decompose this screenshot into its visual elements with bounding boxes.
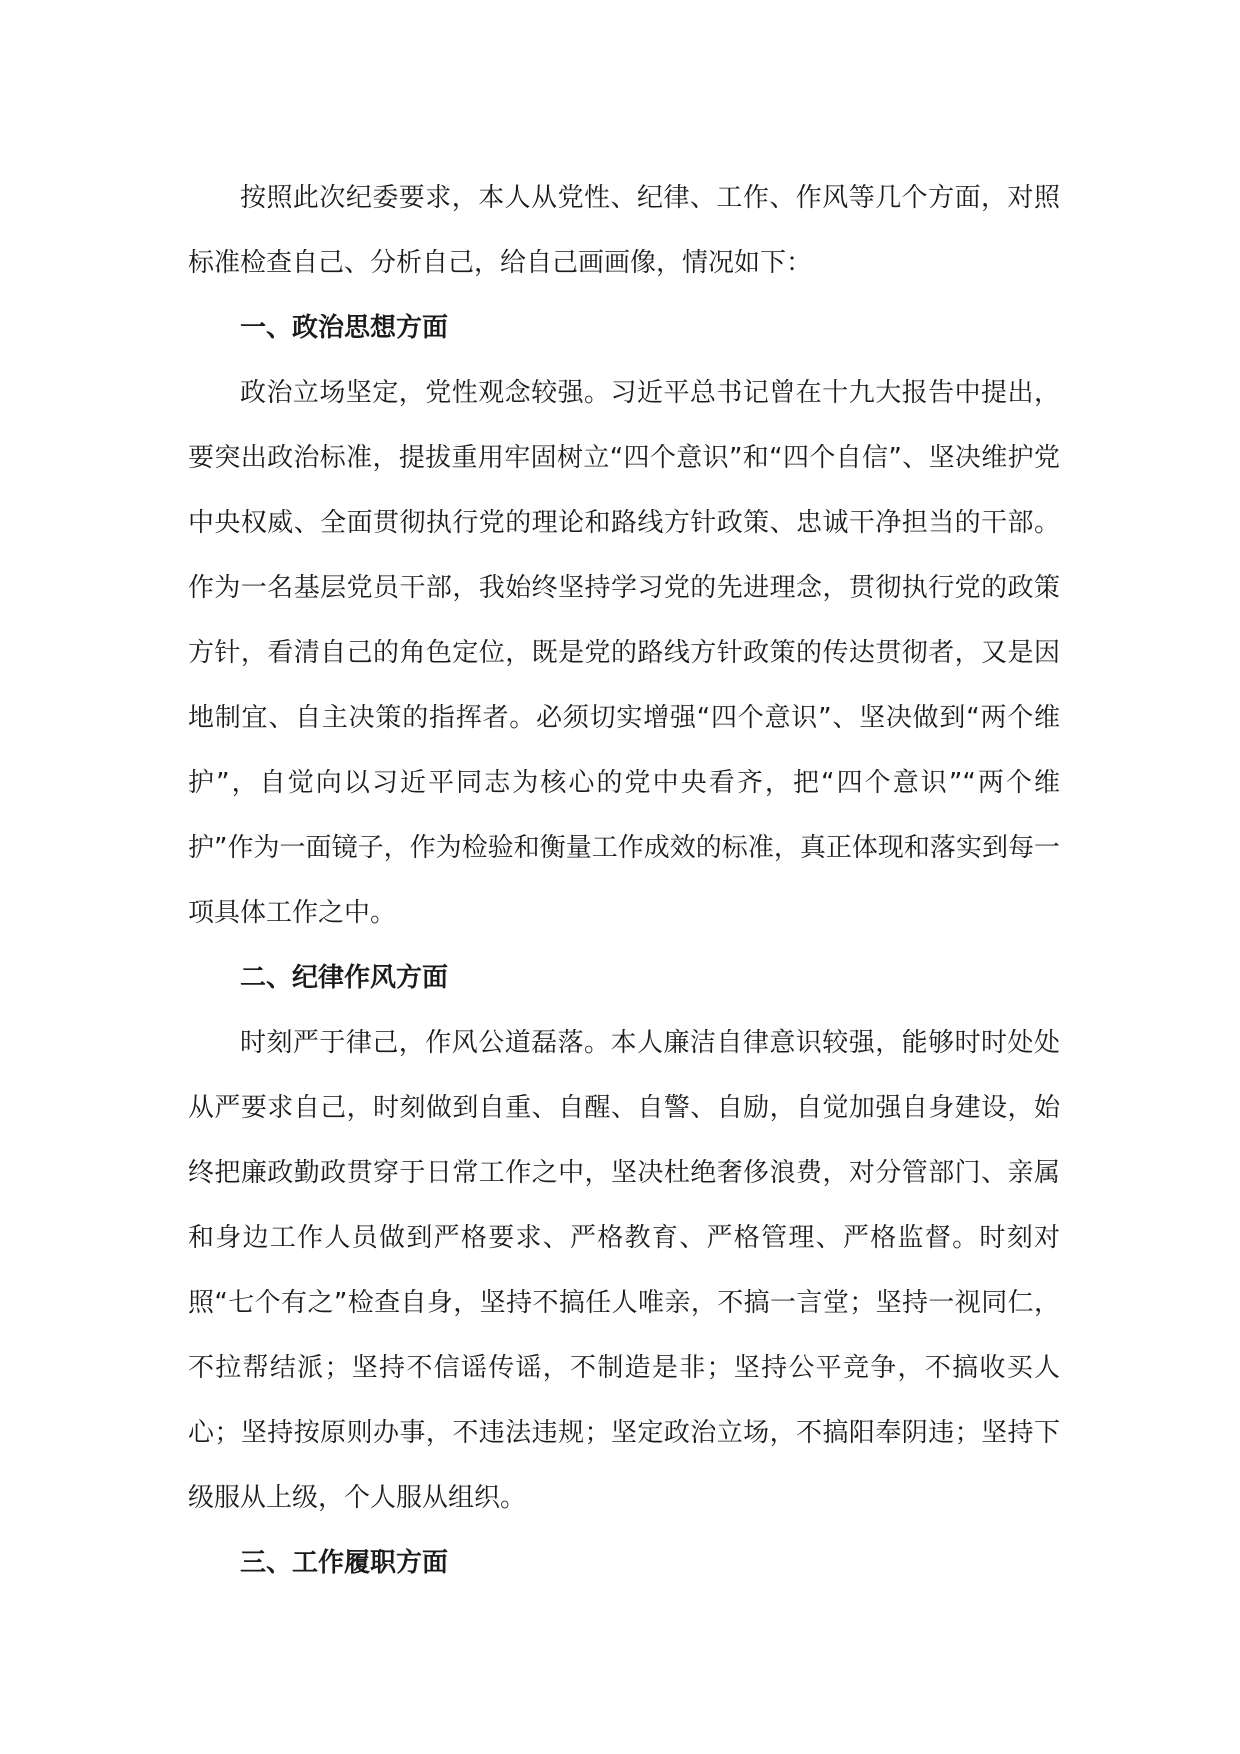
section-heading-discipline: 二、纪律作风方面 [240,963,449,993]
intro-paragraph: 按照此次纪委要求，本人从党性、纪律、工作、作风等几个方面，对照标准检查自己、分析自己，给自己画画像，情况如下： [188,183,1060,278]
section-heading-work: 三、工作履职方面 [240,1548,449,1578]
document-body [188,166,1060,1596]
section-body-discipline: 时刻严于律己，作风公道磊落。本人廉洁自律意识较强，能够时时处处从严要求自己，时刻做到自重、自醒、自警、自励，自觉加强自身建设，始终把廉政勤政贯穿于日常工作之中，坚决杜绝奢侈浪费，对分管部门、亲属和身边工作人员做到严格要求、严格教育、严格管理、严格监督。时刻对照“七个有之”检查自身，坚持不搞任人唯亲，不搞一言堂；坚持一视同仁，不拉帮结派；坚持不信谣传谣，不制造是非；坚持公平竞争，不搞收买人心；坚持按原则办事，不违法违规；坚定政治立场，不搞阳奉阴违；坚持下级服从上级，个人服从组织。 [188,1028,1060,1513]
section-body-political: 政治立场坚定，党性观念较强。习近平总书记曾在十九大报告中提出，要突出政治标准，提拔重用牢固树立“四个意识”和“四个自信”、坚决维护党中央权威、全面贯彻执行党的理论和路线方针政策、忠诚干净担当的干部。作为一名基层党员干部，我始终坚持学习党的先进理念，贯彻执行党的政策方针，看清自己的角色定位，既是党的路线方针政策的传达贯彻者，又是因地制宜、自主决策的指挥者。必须切实增强“四个意识”、坚决做到“两个维护”，自觉向以习近平同志为核心的党中央看齐，把“四个意识”“两个维护”作为一面镜子，作为检验和衡量工作成效的标准，真正体现和落实到每一项具体工作之中。 [188,378,1060,928]
section-heading-political: 一、政治思想方面 [240,313,449,343]
